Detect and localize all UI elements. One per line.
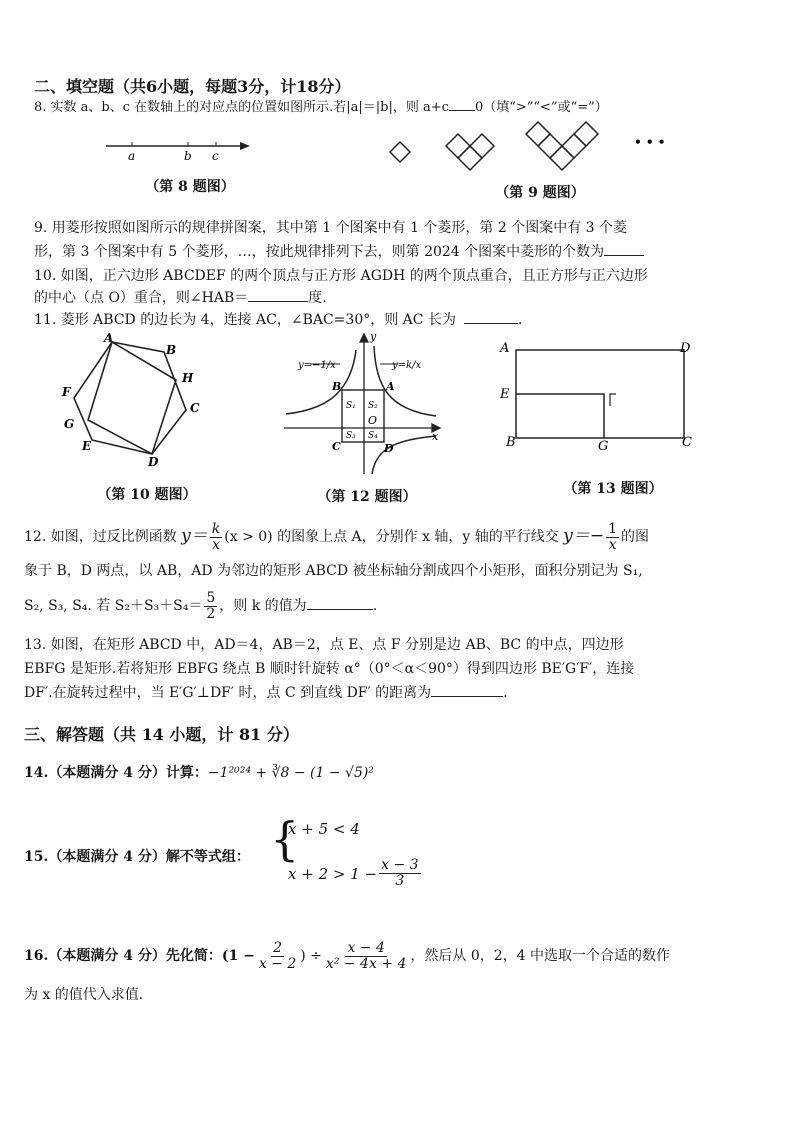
- question-13-line-3: [24, 684, 774, 702]
- system-brace: {: [270, 812, 300, 866]
- fraction-numerator: 5: [206, 589, 216, 606]
- question-9-answer-blank[interactable]: [604, 255, 644, 256]
- point-c: C: [332, 440, 341, 453]
- fraction-numerator: k: [211, 520, 221, 537]
- point-e: E: [500, 387, 510, 402]
- fraction-numerator: 2: [273, 939, 282, 956]
- question-14: [24, 764, 774, 782]
- question-16-line-2: 为 x 的值代入求值.: [24, 987, 144, 1003]
- pattern-2-rhombus: [446, 134, 470, 158]
- fraction-denominator: 2: [206, 605, 216, 622]
- point-b: B: [506, 435, 516, 450]
- curve-label-right: y=k/x: [392, 360, 422, 371]
- question-16-tail: ，然后从 0，2，4 中选取一个合适的数作: [410, 948, 671, 964]
- y-axis-arrow: [360, 334, 368, 342]
- question-13-line-3-text: DF′.在旋转过程中，当 E′G′⊥DF′ 时，点 C 到直线 DF′ 的距离为: [24, 685, 432, 701]
- inequality-1: x + 5 < 4: [288, 820, 360, 838]
- question-9-line-2: [34, 243, 784, 261]
- fraction-denominator: x: [608, 536, 617, 553]
- question-8-answer-blank[interactable]: [449, 110, 475, 111]
- question-12-line-3-mid: ，则 k 的值为: [219, 598, 307, 614]
- fraction-five-halves: [204, 591, 217, 622]
- question-8-suffix: 0（填“>”“<”或“=”）: [474, 100, 608, 115]
- label-a: a: [128, 149, 136, 163]
- inequality-2-fraction: [379, 858, 420, 889]
- label-c: c: [212, 149, 219, 163]
- region-s3: S₃: [346, 431, 356, 441]
- point-h: H: [182, 371, 194, 385]
- question-13-line-3-end: .: [503, 685, 508, 701]
- question-10-line-2: [34, 289, 784, 307]
- question-12-answer-blank[interactable]: [307, 609, 373, 610]
- question-14-label: 14.（本题满分 4 分）计算：: [24, 765, 208, 781]
- pattern-2-rhombus: [458, 146, 482, 170]
- fraction-denominator: 3: [395, 873, 405, 889]
- question-14-expression: −1²⁰²⁴ + ∛8 − (1 − √5)²: [207, 765, 374, 781]
- inequality-2-left: x + 2 > 1 −: [288, 864, 378, 883]
- question-9-line-1: 9. 用菱形按照如图所示的规律拼图案，其中第 1 个图案中有 1 个菱形，第 2 个图案中有 3 个菱: [34, 220, 628, 236]
- section-3-title: 三、解答题（共 14 小题，计 81 分）: [24, 725, 299, 744]
- question-12-condition: (x > 0) 的图象上点 A，分别作 x 轴，y 轴的平行线交: [224, 529, 559, 545]
- number-line-arrow: [240, 142, 250, 150]
- point-a: A: [386, 380, 395, 393]
- question-8-stem: 8. 实数 a、b、c 在数轴上的对应点的位置如图所示.若|a|＝|b|，则 a+c: [34, 100, 449, 115]
- question-12-line-3: [24, 586, 774, 626]
- function-y-eq: y＝: [181, 526, 208, 546]
- point-f: F: [62, 385, 71, 399]
- question-12-caption: （第 12 题图）: [317, 489, 417, 505]
- question-8-number-line: [100, 132, 260, 168]
- question-12-line-2: 象于 B，D 两点，以 AB，AD 为邻边的矩形 ABCD 被坐标轴分割成四个小矩形，面积分别记为 S₁,: [24, 563, 643, 579]
- question-9-line-2-text: 形，第 3 个图案中有 5 个菱形，…，按此规律排列下去，则第 2024 个图案中菱形的个数为: [34, 244, 605, 260]
- section-2-title: 二、填空题（共6小题，每题3分，计18分）: [34, 77, 351, 96]
- question-11-end: .: [517, 312, 523, 328]
- question-15-label: 15.（本题满分 4 分）解不等式组：: [24, 849, 250, 865]
- question-13-answer-blank[interactable]: [431, 696, 503, 697]
- regular-hexagon-abcdef: [74, 342, 186, 454]
- fraction-2-over-x-minus-2: [257, 941, 298, 972]
- point-c: C: [682, 435, 692, 450]
- pattern-3-rhombus: [538, 134, 562, 158]
- y-axis-label: y: [370, 330, 377, 343]
- point-d: D: [680, 341, 691, 356]
- point-c: C: [190, 401, 200, 415]
- x-axis-label: x: [432, 430, 439, 443]
- point-g: G: [64, 417, 75, 431]
- pattern-3-rhombus: [550, 146, 574, 170]
- question-11-answer-blank[interactable]: [464, 323, 518, 324]
- function-y-eq-neg: y＝−: [563, 526, 605, 546]
- question-8-caption: （第 8 题图）: [145, 179, 235, 195]
- pattern-1-rhombus: [390, 142, 410, 162]
- question-9-pattern: [378, 112, 678, 176]
- question-10-line-1: 10. 如图，正六边形 ABCDEF 的两个顶点与正方形 AGDH 的两个顶点重合，且正方形与正六边形: [34, 268, 648, 284]
- fraction-denominator: x − 2: [258, 955, 297, 972]
- region-s1: S₁: [346, 401, 356, 411]
- pattern-3-rhombus: [562, 134, 586, 158]
- pattern-continuation-dots: • • •: [634, 135, 666, 149]
- point-b: B: [166, 343, 177, 357]
- question-12-line-3-end: .: [372, 598, 378, 614]
- fraction-one-over-x: [606, 522, 619, 553]
- question-16-label: 16.（本题满分 4 分）先化简：(1 −: [24, 948, 255, 964]
- fraction-numerator: x − 3: [381, 857, 419, 873]
- point-g: G: [598, 439, 609, 454]
- point-e: E: [82, 439, 92, 453]
- fraction-k-over-x: [210, 522, 222, 553]
- pattern-3-rhombus: [574, 122, 598, 146]
- rectangle-ebfg-edges: [516, 394, 604, 438]
- point-a: A: [104, 332, 114, 345]
- question-10-caption: （第 10 题图）: [97, 487, 197, 503]
- curve-label-left: y=−1/x: [298, 360, 336, 371]
- question-13-line-2: EBFG 是矩形.若将矩形 EBFG 绕点 B 顺时针旋转 α°（0°＜α＜90°）得到四边形 BE′G′F′，连接: [24, 661, 635, 677]
- question-11-stem: 11. 菱形 ABCD 的边长为 4，连接 AC，∠BAC=30°，则 AC 长为: [34, 312, 456, 328]
- point-b: B: [332, 380, 342, 393]
- point-d: D: [148, 455, 159, 469]
- question-12-figure: [280, 328, 450, 478]
- question-12-stem: 12. 如图，过反比例函数: [24, 529, 177, 545]
- fraction-rational: [324, 941, 408, 972]
- question-16-line-1: [24, 936, 774, 976]
- question-9-caption: （第 9 题图）: [495, 185, 585, 201]
- fraction-denominator: x: [212, 536, 220, 553]
- question-11-text: [34, 311, 784, 329]
- fraction-denominator: x² − 4x + 4: [325, 955, 407, 972]
- region-s2: S₂: [368, 401, 378, 411]
- question-16-divide: ) ÷: [300, 948, 322, 964]
- point-a: A: [500, 341, 510, 356]
- question-10-figure: [52, 332, 222, 472]
- question-12-line-1: [24, 516, 774, 556]
- question-10-line-2-end: 度.: [308, 290, 327, 306]
- origin-label: O: [368, 414, 378, 427]
- question-13-caption: （第 13 题图）: [563, 481, 663, 497]
- rotation-mark: [610, 394, 616, 406]
- label-b: b: [184, 149, 192, 163]
- question-12-tail: 的图: [621, 529, 650, 545]
- inequality-2: [288, 858, 423, 889]
- pattern-2-rhombus: [470, 134, 494, 158]
- question-10-answer-blank[interactable]: [248, 301, 308, 302]
- question-13-figure: [494, 336, 704, 456]
- pattern-3-rhombus: [526, 122, 550, 146]
- fraction-numerator: 1: [608, 520, 618, 537]
- fraction-numerator: x − 4: [347, 939, 385, 956]
- question-13-line-1: 13. 如图，在矩形 ABCD 中，AD＝4，AB＝2，点 E、点 F 分别是边 AB、BC 的中点，四边形: [24, 637, 624, 653]
- point-d: D: [384, 442, 394, 455]
- question-10-line-2-text: 的中心（点 O）重合，则∠HAB＝: [34, 290, 249, 306]
- question-12-line-3-text: S₂, S₃, S₄. 若 S₂＋S₃＋S₄＝: [24, 598, 203, 614]
- curve-k-over-x: [374, 346, 436, 416]
- region-s4: S₄: [368, 431, 378, 441]
